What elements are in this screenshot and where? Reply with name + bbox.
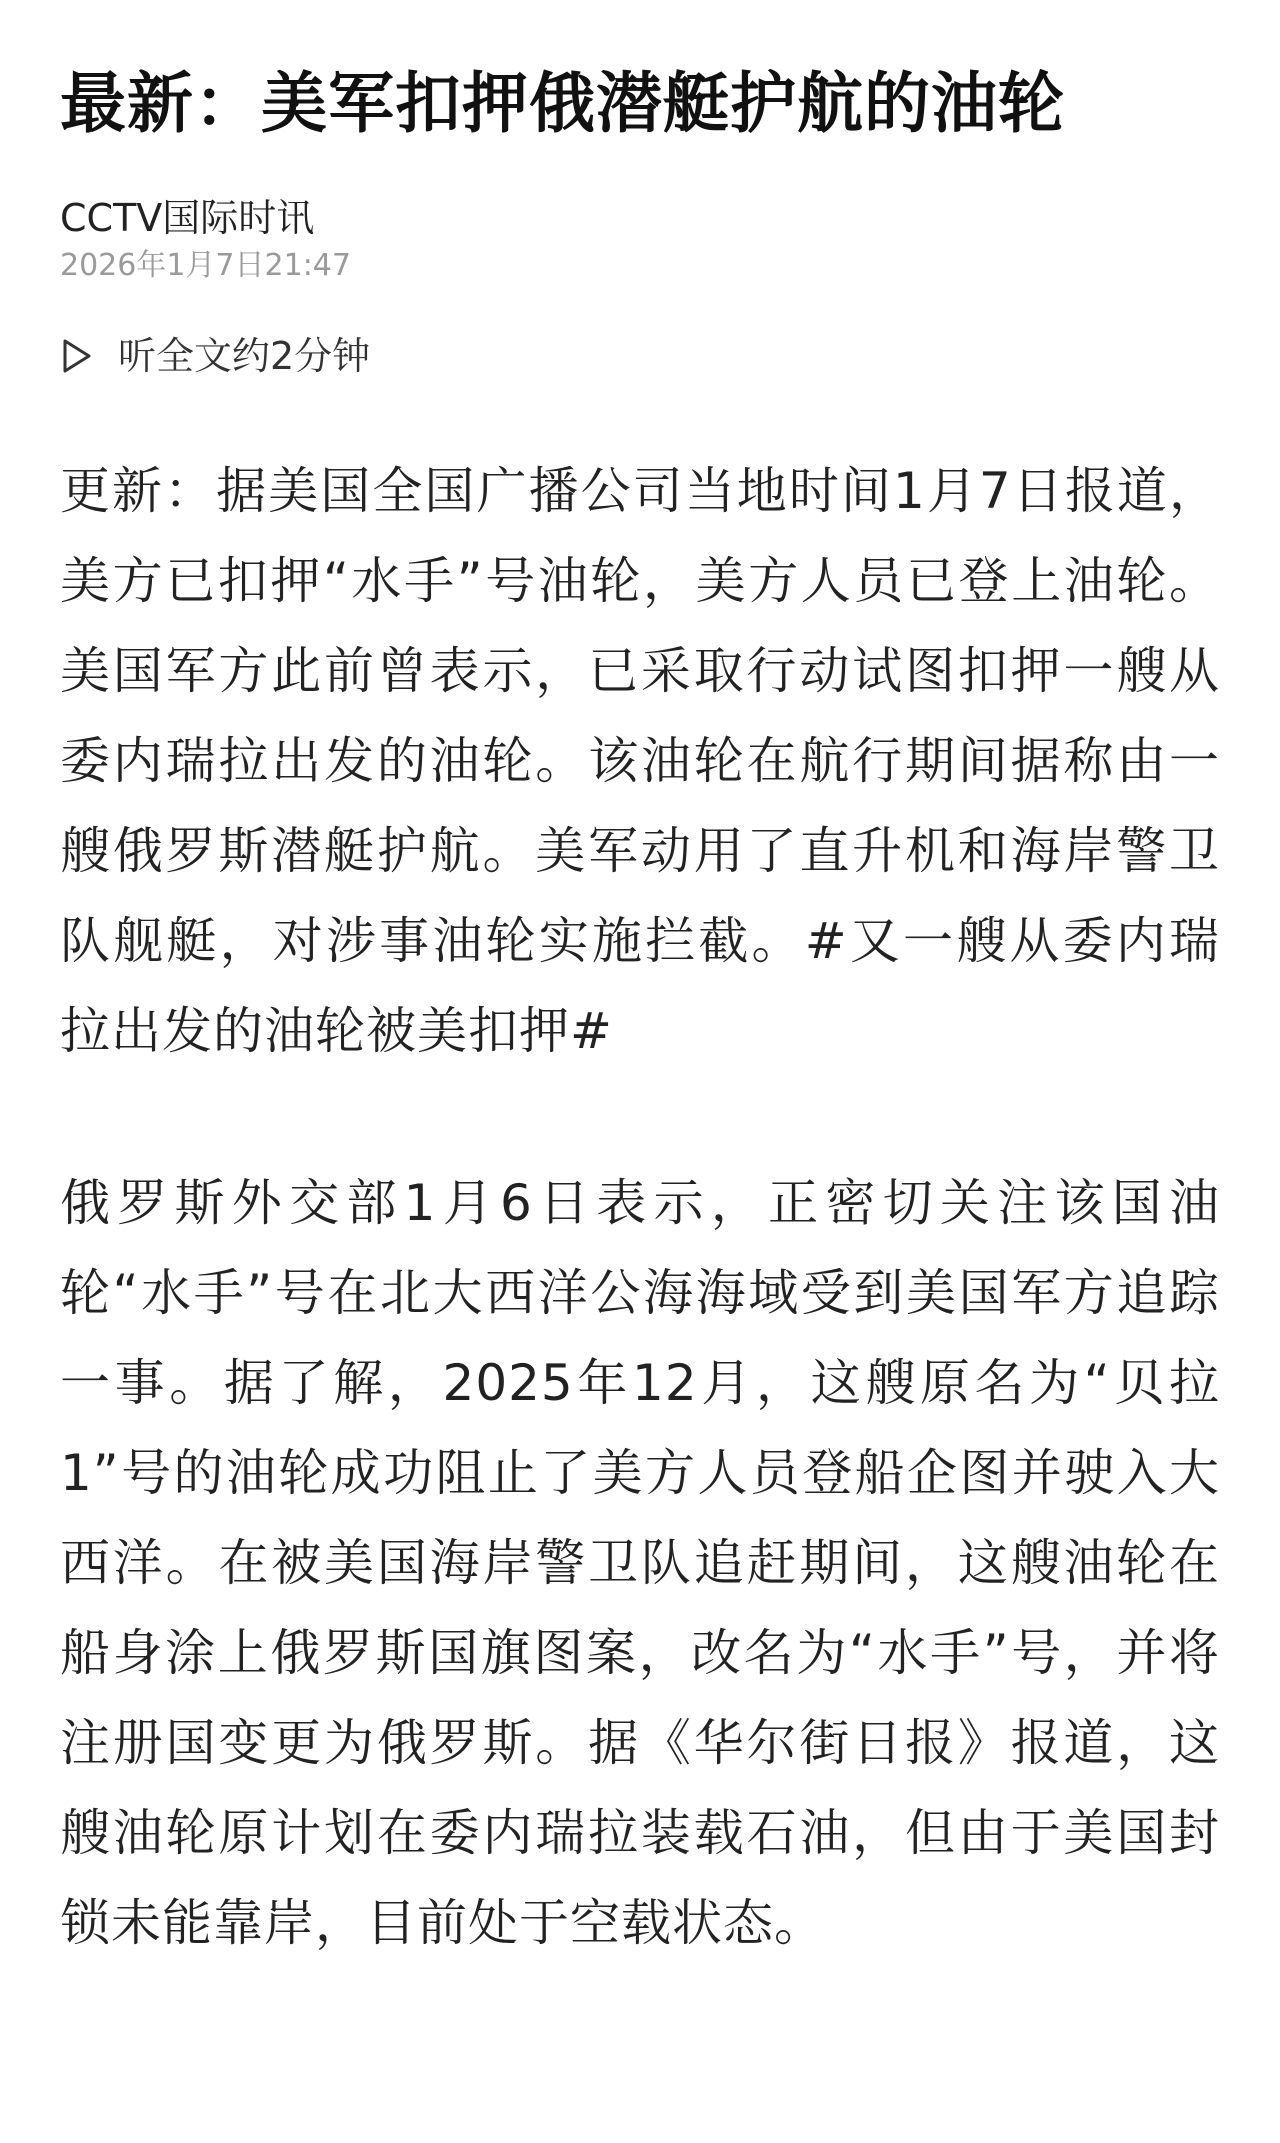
- paragraph: 更新：据美国全国广播公司当地时间1月7日报道，美方已扣押“水手”号油轮，美方人员已登上油轮。美国军方此前曾表示，已采取行动试图扣押一艘从委内瑞拉出发的油轮。该油轮在航行期间据称由一艘俄罗斯潜艇护航。美军动用了直升机和海岸警卫队舰艇，对涉事油轮实施拦截。#又一艘从委内瑞拉出发的油轮被美扣押#: [60, 462, 1220, 1060]
- play-icon: [60, 336, 94, 376]
- paragraph: 俄罗斯外交部1月6日表示，正密切关注该国油轮“水手”号在北大西洋公海海域受到美国军方追踪一事。据了解，2025年12月，这艘原名为“贝拉1”号的油轮成功阻止了美方人员登船企图并驶入大西洋。在被美国海岸警卫队追赶期间，这艘油轮在船身涂上俄罗斯国旗图案，改名为“水手”号，并将注册国变更为俄罗斯。据《华尔街日报》报道，这艘油轮原计划在委内瑞拉装载石油，但由于美国封锁未能靠岸，目前处于空载状态。: [60, 1174, 1220, 1952]
- publish-timestamp: 2026年1月7日21:47: [60, 248, 351, 283]
- listen-full-text-button[interactable]: [60, 328, 1220, 384]
- article-title: 最新：美军扣押俄潜艇护航的油轮: [60, 65, 1065, 142]
- source-name[interactable]: CCTV国际时讯: [60, 196, 315, 240]
- article-body: [60, 446, 1220, 1968]
- listen-label: 听全文约2分钟: [118, 334, 371, 378]
